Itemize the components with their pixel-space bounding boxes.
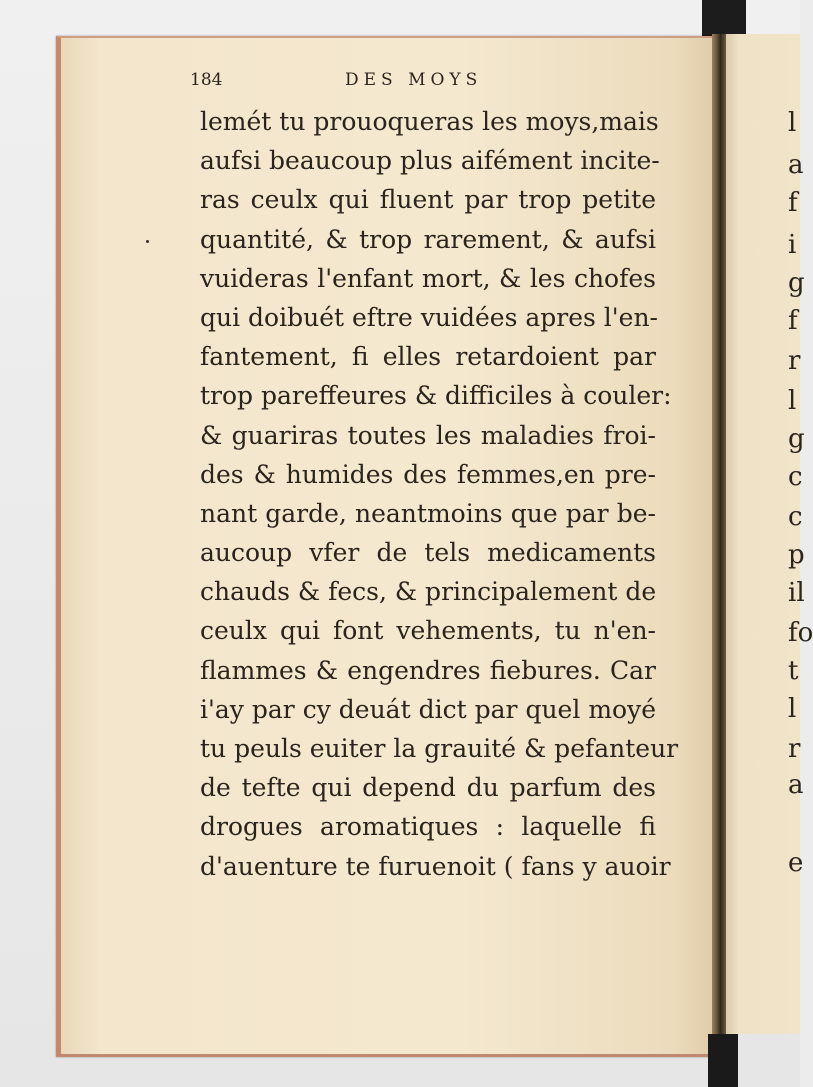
ink-speck <box>146 240 149 243</box>
bookmark-ribbon-bottom <box>708 1034 738 1087</box>
text-line: nant garde, neantmoins que par be- <box>200 498 656 528</box>
facing-page-letter: g <box>788 424 805 454</box>
text-line: ceulx qui font vehements, tu n'en- <box>200 616 656 646</box>
facing-page-letter: f <box>788 188 798 218</box>
text-line: ras ceulx qui fluent par trop petite <box>200 185 656 215</box>
running-head: DES MOYS <box>345 70 483 90</box>
text-line: vuideras l'enfant mort, & les chofes <box>200 263 656 293</box>
text-line: d'auenture te furuenoit ( fans y auoir <box>200 851 671 881</box>
facing-page-letter: i <box>788 230 797 260</box>
facing-page-letter: c <box>788 462 803 492</box>
text-line: de tefte qui depend du parfum des <box>200 773 656 803</box>
facing-page-letter: r <box>788 346 801 376</box>
text-line: i'ay par cy deuát dict par quel moyé <box>200 694 656 724</box>
facing-page-letter: c <box>788 502 803 532</box>
text-line: aufsi beaucoup plus aifément incite- <box>200 146 660 176</box>
text-line: trop pareffeures & difficiles à couler: <box>200 381 672 411</box>
text-line: flammes & engendres fiebures. Car <box>200 655 656 685</box>
page-header <box>190 70 660 100</box>
facing-page-letter: l <box>788 694 797 724</box>
facing-page-letter: r <box>788 734 801 764</box>
text-line: des & humides des femmes,en pre- <box>200 459 656 489</box>
facing-page-letter: fo <box>788 618 813 648</box>
text-line: & guariras toutes les maladies froi- <box>200 420 656 450</box>
text-line: quantité, & trop rarement, & aufsi <box>200 224 656 254</box>
text-line: fantement, fi elles retardoient par <box>200 342 656 372</box>
facing-page-letter: a <box>788 150 804 180</box>
text-line: drogues aromatiques : laquelle fi <box>200 812 656 842</box>
facing-page-letter: p <box>788 540 805 570</box>
text-line: lemét tu prouoqueras les moys,mais <box>200 107 659 136</box>
text-line: qui doibuét eftre vuidées apres l'en- <box>200 302 659 332</box>
facing-page-letter: e <box>788 848 804 878</box>
facing-page-letter: il <box>788 578 805 608</box>
facing-page-letter: a <box>788 770 804 800</box>
book-gutter <box>712 34 726 1034</box>
right-page <box>724 34 800 1034</box>
text-line: aucoup vfer de tels medicaments <box>200 538 656 568</box>
text-line: tu peuls euiter la grauité & pefanteur <box>200 734 679 763</box>
facing-page-letter: f <box>788 306 798 336</box>
page-number: 184 <box>190 70 223 90</box>
facing-page-letter: t <box>788 656 799 686</box>
facing-page-letter: g <box>788 268 805 298</box>
body-text <box>200 102 679 886</box>
facing-page-letter: l <box>788 108 797 138</box>
text-line: chauds & fecs, & principalement de <box>200 577 657 607</box>
facing-page-letter: l <box>788 386 797 416</box>
